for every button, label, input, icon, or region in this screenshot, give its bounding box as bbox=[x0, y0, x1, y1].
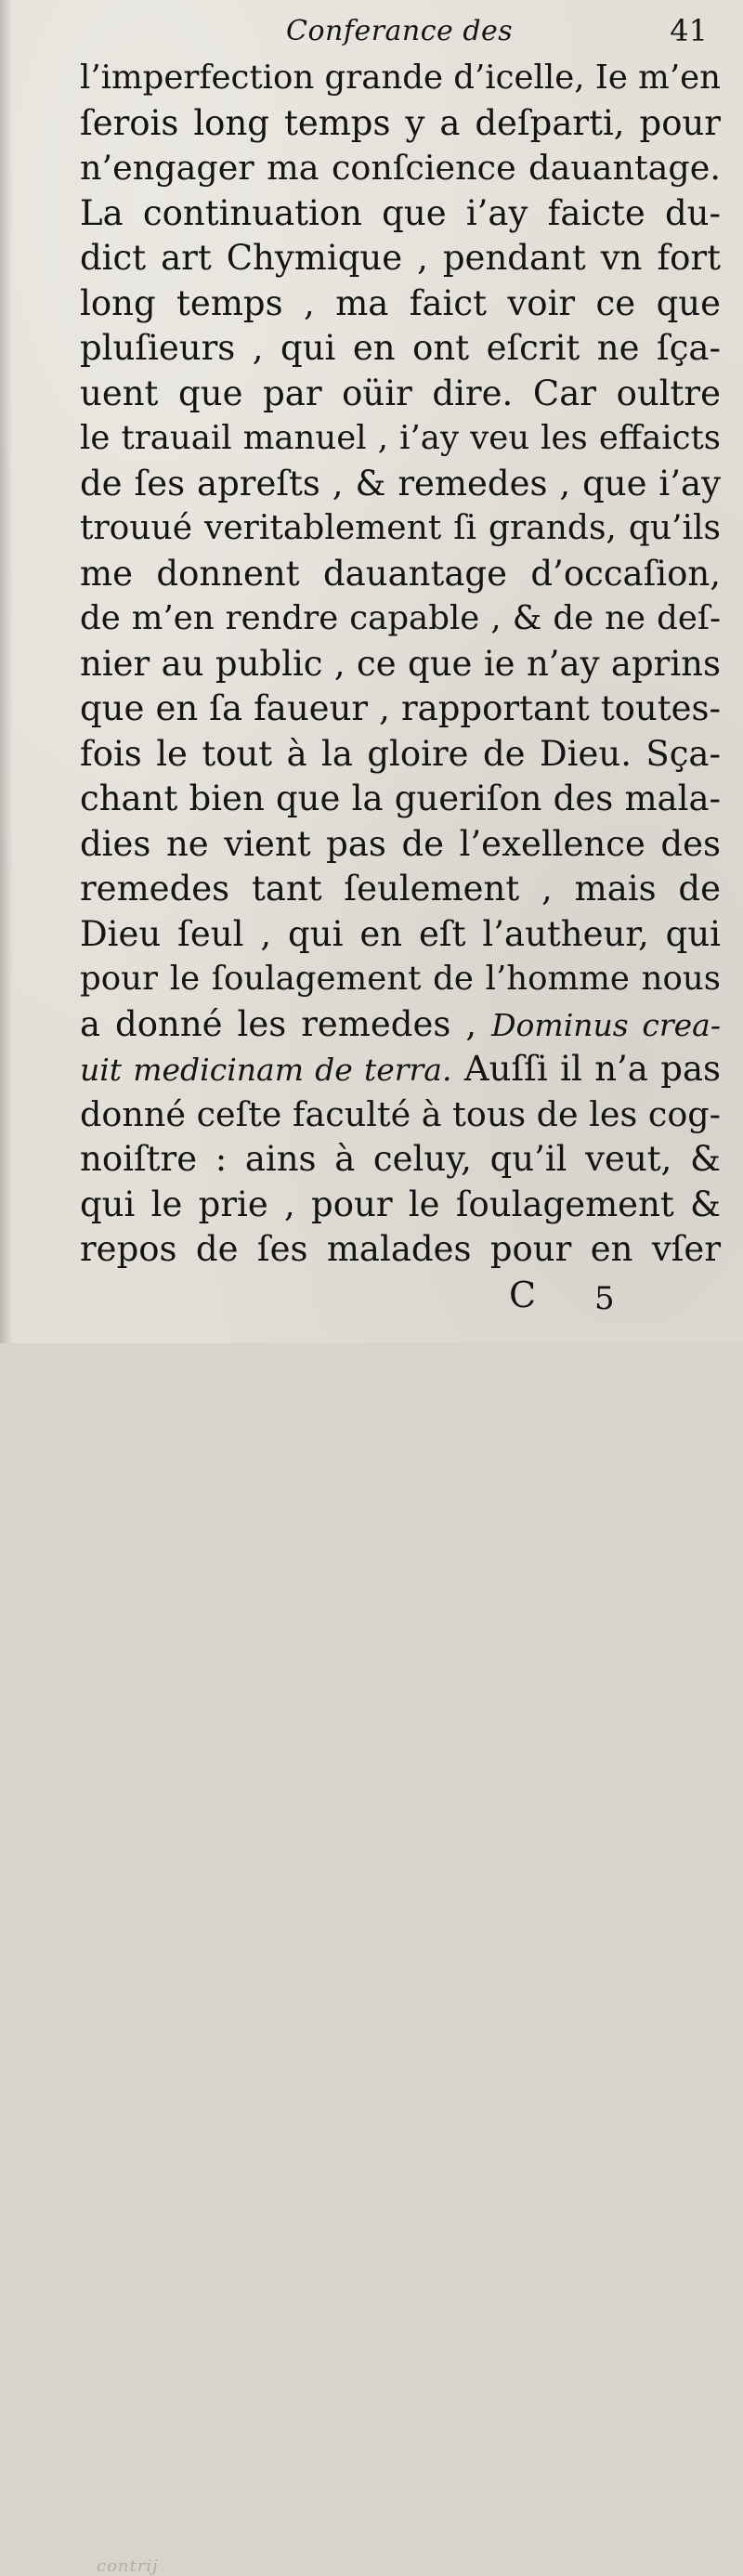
text-line-18: dies ne vient pas de l’exellence des bbox=[80, 823, 721, 864]
text-line-4: La continuation que i’ay faicte du- bbox=[80, 192, 721, 233]
text-line-23 bbox=[80, 1047, 721, 1092]
text-line-25: noiſtre : ains à celuy, qu’il veut, & bbox=[80, 1139, 721, 1179]
text-line-22-roman: a donné les remedes , bbox=[80, 1003, 477, 1044]
page-number: 41 bbox=[670, 13, 708, 48]
text-line-12: me donnent dauantage d’occaſion, bbox=[80, 553, 721, 594]
text-line-15: que en ſa faueur , rapportant toutes- bbox=[80, 688, 721, 728]
text-line-14: nier au public , ce que ie n’ay aprins bbox=[80, 643, 721, 684]
text-line-20: Dieu ſeul , qui en eſt l’autheur, qui bbox=[80, 913, 721, 954]
signature-number: 5 bbox=[594, 1280, 615, 1317]
text-line-26: qui le prie , pour le ſoulagement & bbox=[80, 1183, 721, 1224]
page-edge-shadow bbox=[0, 0, 13, 1343]
page-header bbox=[0, 9, 743, 59]
text-line-21: pour le ſoulagement de l’homme nous bbox=[80, 960, 721, 998]
text-line-9: le trauail manuel , i’ay veu les effaicts bbox=[80, 419, 721, 457]
text-line-16: fois le tout à la gloire de Dieu. Sça- bbox=[80, 733, 721, 774]
latin-quote-start: Dominus crea- bbox=[491, 1006, 722, 1043]
text-line-10: de ſes apreſts , & remedes , que i’ay bbox=[80, 463, 721, 503]
signature-mark: C bbox=[509, 1275, 537, 1315]
text-line-13: de m’en rendre capable , & de ne deſ- bbox=[80, 599, 721, 637]
text-line-24: donné ceſte faculté à tous de les cog- bbox=[80, 1093, 721, 1134]
text-line-27: repos de ſes malades pour en vſer bbox=[80, 1229, 721, 1269]
text-line-7: pluſieurs , qui en ont eſcrit ne ſça- bbox=[80, 328, 721, 368]
text-line-5: dict art Chymique , pendant vn fort bbox=[80, 238, 721, 278]
body-text bbox=[80, 56, 721, 1273]
text-line-19: remedes tant ſeulement , mais de bbox=[80, 869, 721, 909]
text-line-11: trouué veritablement ſi grands, qu’ils bbox=[80, 509, 721, 547]
text-line-17: chant bien que la gueriſon des mala- bbox=[80, 778, 721, 818]
text-line-6: long temps , ma faict voir ce que bbox=[80, 282, 721, 323]
page-footer bbox=[0, 1275, 743, 2576]
text-line-3: n’engager ma conſcience dauantage. bbox=[80, 148, 721, 188]
text-line-2: ſerois long temps y a deſparti, pour bbox=[80, 102, 721, 143]
bleed-through-text: contrij bbox=[97, 2556, 159, 2576]
latin-quote-end: uit medicinam de terra. bbox=[80, 1052, 452, 1088]
text-line-1: l’imperfection grande d’icelle, Ie m’en bbox=[80, 59, 721, 97]
running-head: Conferance des bbox=[286, 15, 514, 47]
text-line-8: uent que par oüir dire. Car oultre bbox=[80, 373, 721, 413]
text-line-22 bbox=[80, 1002, 721, 1048]
text-line-23-roman: Auſſi il n’a pas bbox=[463, 1049, 722, 1089]
